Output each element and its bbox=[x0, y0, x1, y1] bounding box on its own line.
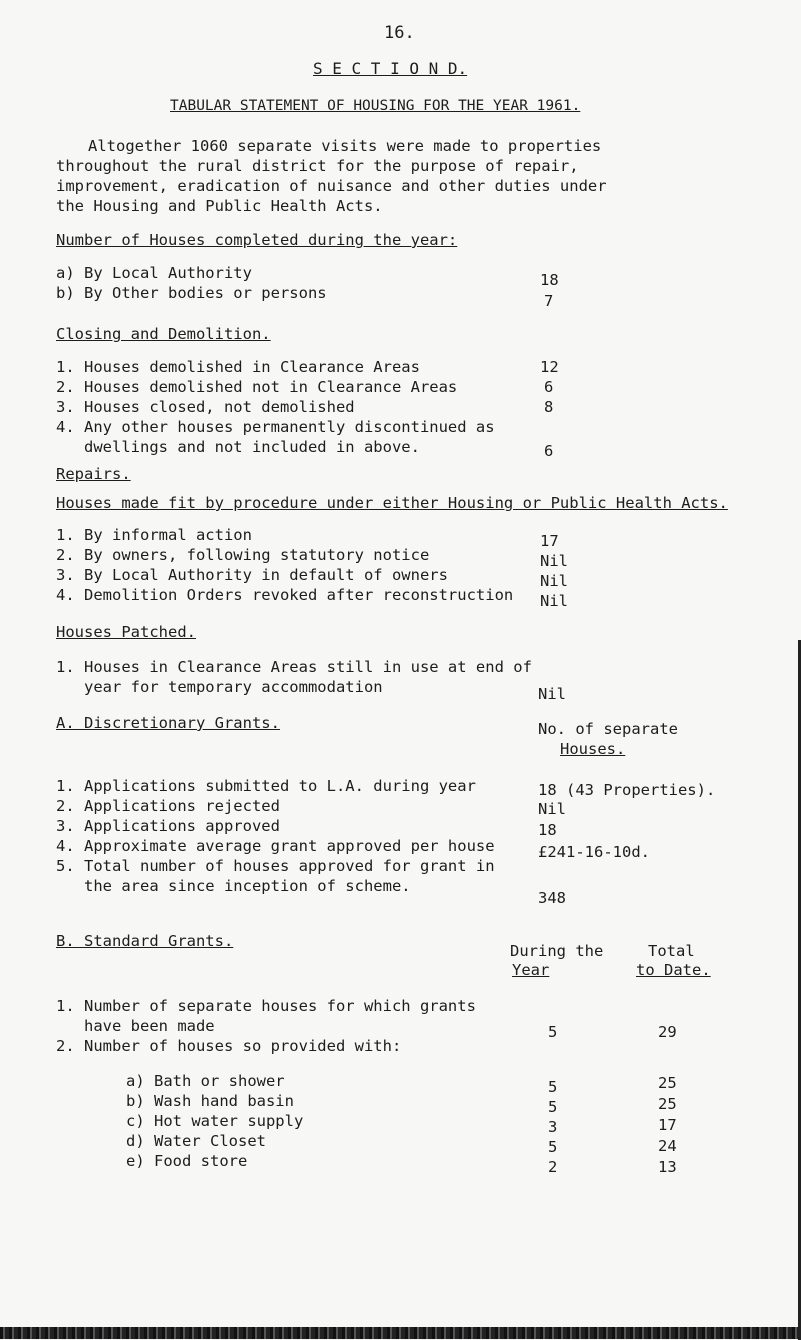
closing-row-value: 6 bbox=[544, 442, 554, 460]
closing-row-label: 4. Any other houses permanently discontinued as bbox=[56, 418, 495, 436]
intro-line: Altogether 1060 separate visits were made to properties bbox=[88, 137, 602, 155]
standard-item-label: b) Wash hand basin bbox=[126, 1092, 294, 1110]
scan-artifact bbox=[0, 1327, 801, 1339]
standard-row-label: have been made bbox=[56, 1017, 215, 1035]
standard-item-year: 3 bbox=[548, 1118, 558, 1136]
section-title: S E C T I O N D. bbox=[313, 59, 468, 78]
standard-item-total: 24 bbox=[658, 1137, 677, 1155]
main-title: TABULAR STATEMENT OF HOUSING FOR THE YEAR 1961. bbox=[170, 98, 581, 114]
standard-item-year: 5 bbox=[548, 1098, 558, 1116]
standard-col-header: to Date. bbox=[636, 961, 711, 979]
repairs-subheading: Houses made fit by procedure under either Housing or Public Health Acts. bbox=[56, 494, 728, 512]
standard-heading: B. Standard Grants. bbox=[56, 932, 234, 950]
standard-row-total: 29 bbox=[658, 1023, 677, 1041]
standard-item-label: c) Hot water supply bbox=[126, 1112, 304, 1130]
repairs-row-value: Nil bbox=[540, 552, 568, 570]
discretionary-row-label: 1. Applications submitted to L.A. during year bbox=[56, 777, 476, 795]
closing-heading: Closing and Demolition. bbox=[56, 325, 271, 343]
patched-value: Nil bbox=[538, 685, 566, 703]
standard-item-year: 2 bbox=[548, 1158, 558, 1176]
intro-line: improvement, eradication of nuisance and other duties under bbox=[56, 177, 607, 195]
completed-row-label: a) By Local Authority bbox=[56, 264, 252, 282]
discretionary-row-value: 18 bbox=[538, 821, 557, 839]
repairs-row-value: Nil bbox=[540, 592, 568, 610]
discretionary-row-label: 2. Applications rejected bbox=[56, 797, 280, 815]
standard-item-total: 25 bbox=[658, 1074, 677, 1092]
patched-line: 1. Houses in Clearance Areas still in use at end of bbox=[56, 658, 532, 676]
standard-item-label: d) Water Closet bbox=[126, 1132, 266, 1150]
intro-line: the Housing and Public Health Acts. bbox=[56, 197, 383, 215]
page-number: 16. bbox=[384, 23, 415, 43]
repairs-heading: Repairs. bbox=[56, 465, 131, 483]
completed-row-value: 7 bbox=[544, 292, 554, 310]
discretionary-row-label: 4. Approximate average grant approved per house bbox=[56, 837, 495, 855]
standard-col-header: Year bbox=[512, 961, 550, 979]
standard-item-total: 13 bbox=[658, 1158, 677, 1176]
discretionary-row-value: Nil bbox=[538, 800, 566, 818]
repairs-row-value: Nil bbox=[540, 572, 568, 590]
discretionary-col-header: Houses. bbox=[560, 740, 626, 758]
repairs-row-label: 3. By Local Authority in default of owners bbox=[56, 566, 448, 584]
standard-item-label: a) Bath or shower bbox=[126, 1072, 285, 1090]
discretionary-row-value: 348 bbox=[538, 889, 566, 907]
intro-line: throughout the rural district for the purpose of repair, bbox=[56, 157, 579, 175]
standard-row-label: 2. Number of houses so provided with: bbox=[56, 1037, 402, 1055]
closing-row-label: 2. Houses demolished not in Clearance Areas bbox=[56, 378, 458, 396]
completed-row-label: b) By Other bodies or persons bbox=[56, 284, 327, 302]
discretionary-row-value: 18 (43 Properties). bbox=[538, 781, 716, 799]
discretionary-row-value: £241-16-10d. bbox=[538, 843, 650, 861]
patched-heading: Houses Patched. bbox=[56, 623, 196, 641]
discretionary-row-label: 5. Total number of houses approved for grant in bbox=[56, 857, 495, 875]
standard-item-total: 17 bbox=[658, 1116, 677, 1134]
repairs-row-label: 1. By informal action bbox=[56, 526, 252, 544]
standard-item-year: 5 bbox=[548, 1138, 558, 1156]
standard-row-label: 1. Number of separate houses for which grants bbox=[56, 997, 476, 1015]
standard-row-year: 5 bbox=[548, 1023, 558, 1041]
discretionary-heading: A. Discretionary Grants. bbox=[56, 714, 280, 732]
closing-row-label: 3. Houses closed, not demolished bbox=[56, 398, 355, 416]
closing-row-value: 8 bbox=[544, 398, 554, 416]
closing-row-label: 1. Houses demolished in Clearance Areas bbox=[56, 358, 420, 376]
standard-item-label: e) Food store bbox=[126, 1152, 248, 1170]
closing-row-value: 6 bbox=[544, 378, 554, 396]
repairs-row-value: 17 bbox=[540, 532, 559, 550]
discretionary-row-label: 3. Applications approved bbox=[56, 817, 280, 835]
discretionary-row-label: the area since inception of scheme. bbox=[56, 877, 411, 895]
discretionary-col-header: No. of separate bbox=[538, 720, 678, 738]
completed-row-value: 18 bbox=[540, 271, 559, 289]
patched-line: year for temporary accommodation bbox=[56, 678, 383, 696]
repairs-row-label: 4. Demolition Orders revoked after reconstruction bbox=[56, 586, 514, 604]
standard-item-total: 25 bbox=[658, 1095, 677, 1113]
closing-row-label: dwellings and not included in above. bbox=[56, 438, 420, 456]
completed-heading: Number of Houses completed during the year: bbox=[56, 231, 458, 249]
repairs-row-label: 2. By owners, following statutory notice bbox=[56, 546, 430, 564]
standard-col-header: During the bbox=[510, 942, 604, 960]
standard-item-year: 5 bbox=[548, 1078, 558, 1096]
standard-col-header: Total bbox=[648, 942, 695, 960]
closing-row-value: 12 bbox=[540, 358, 559, 376]
